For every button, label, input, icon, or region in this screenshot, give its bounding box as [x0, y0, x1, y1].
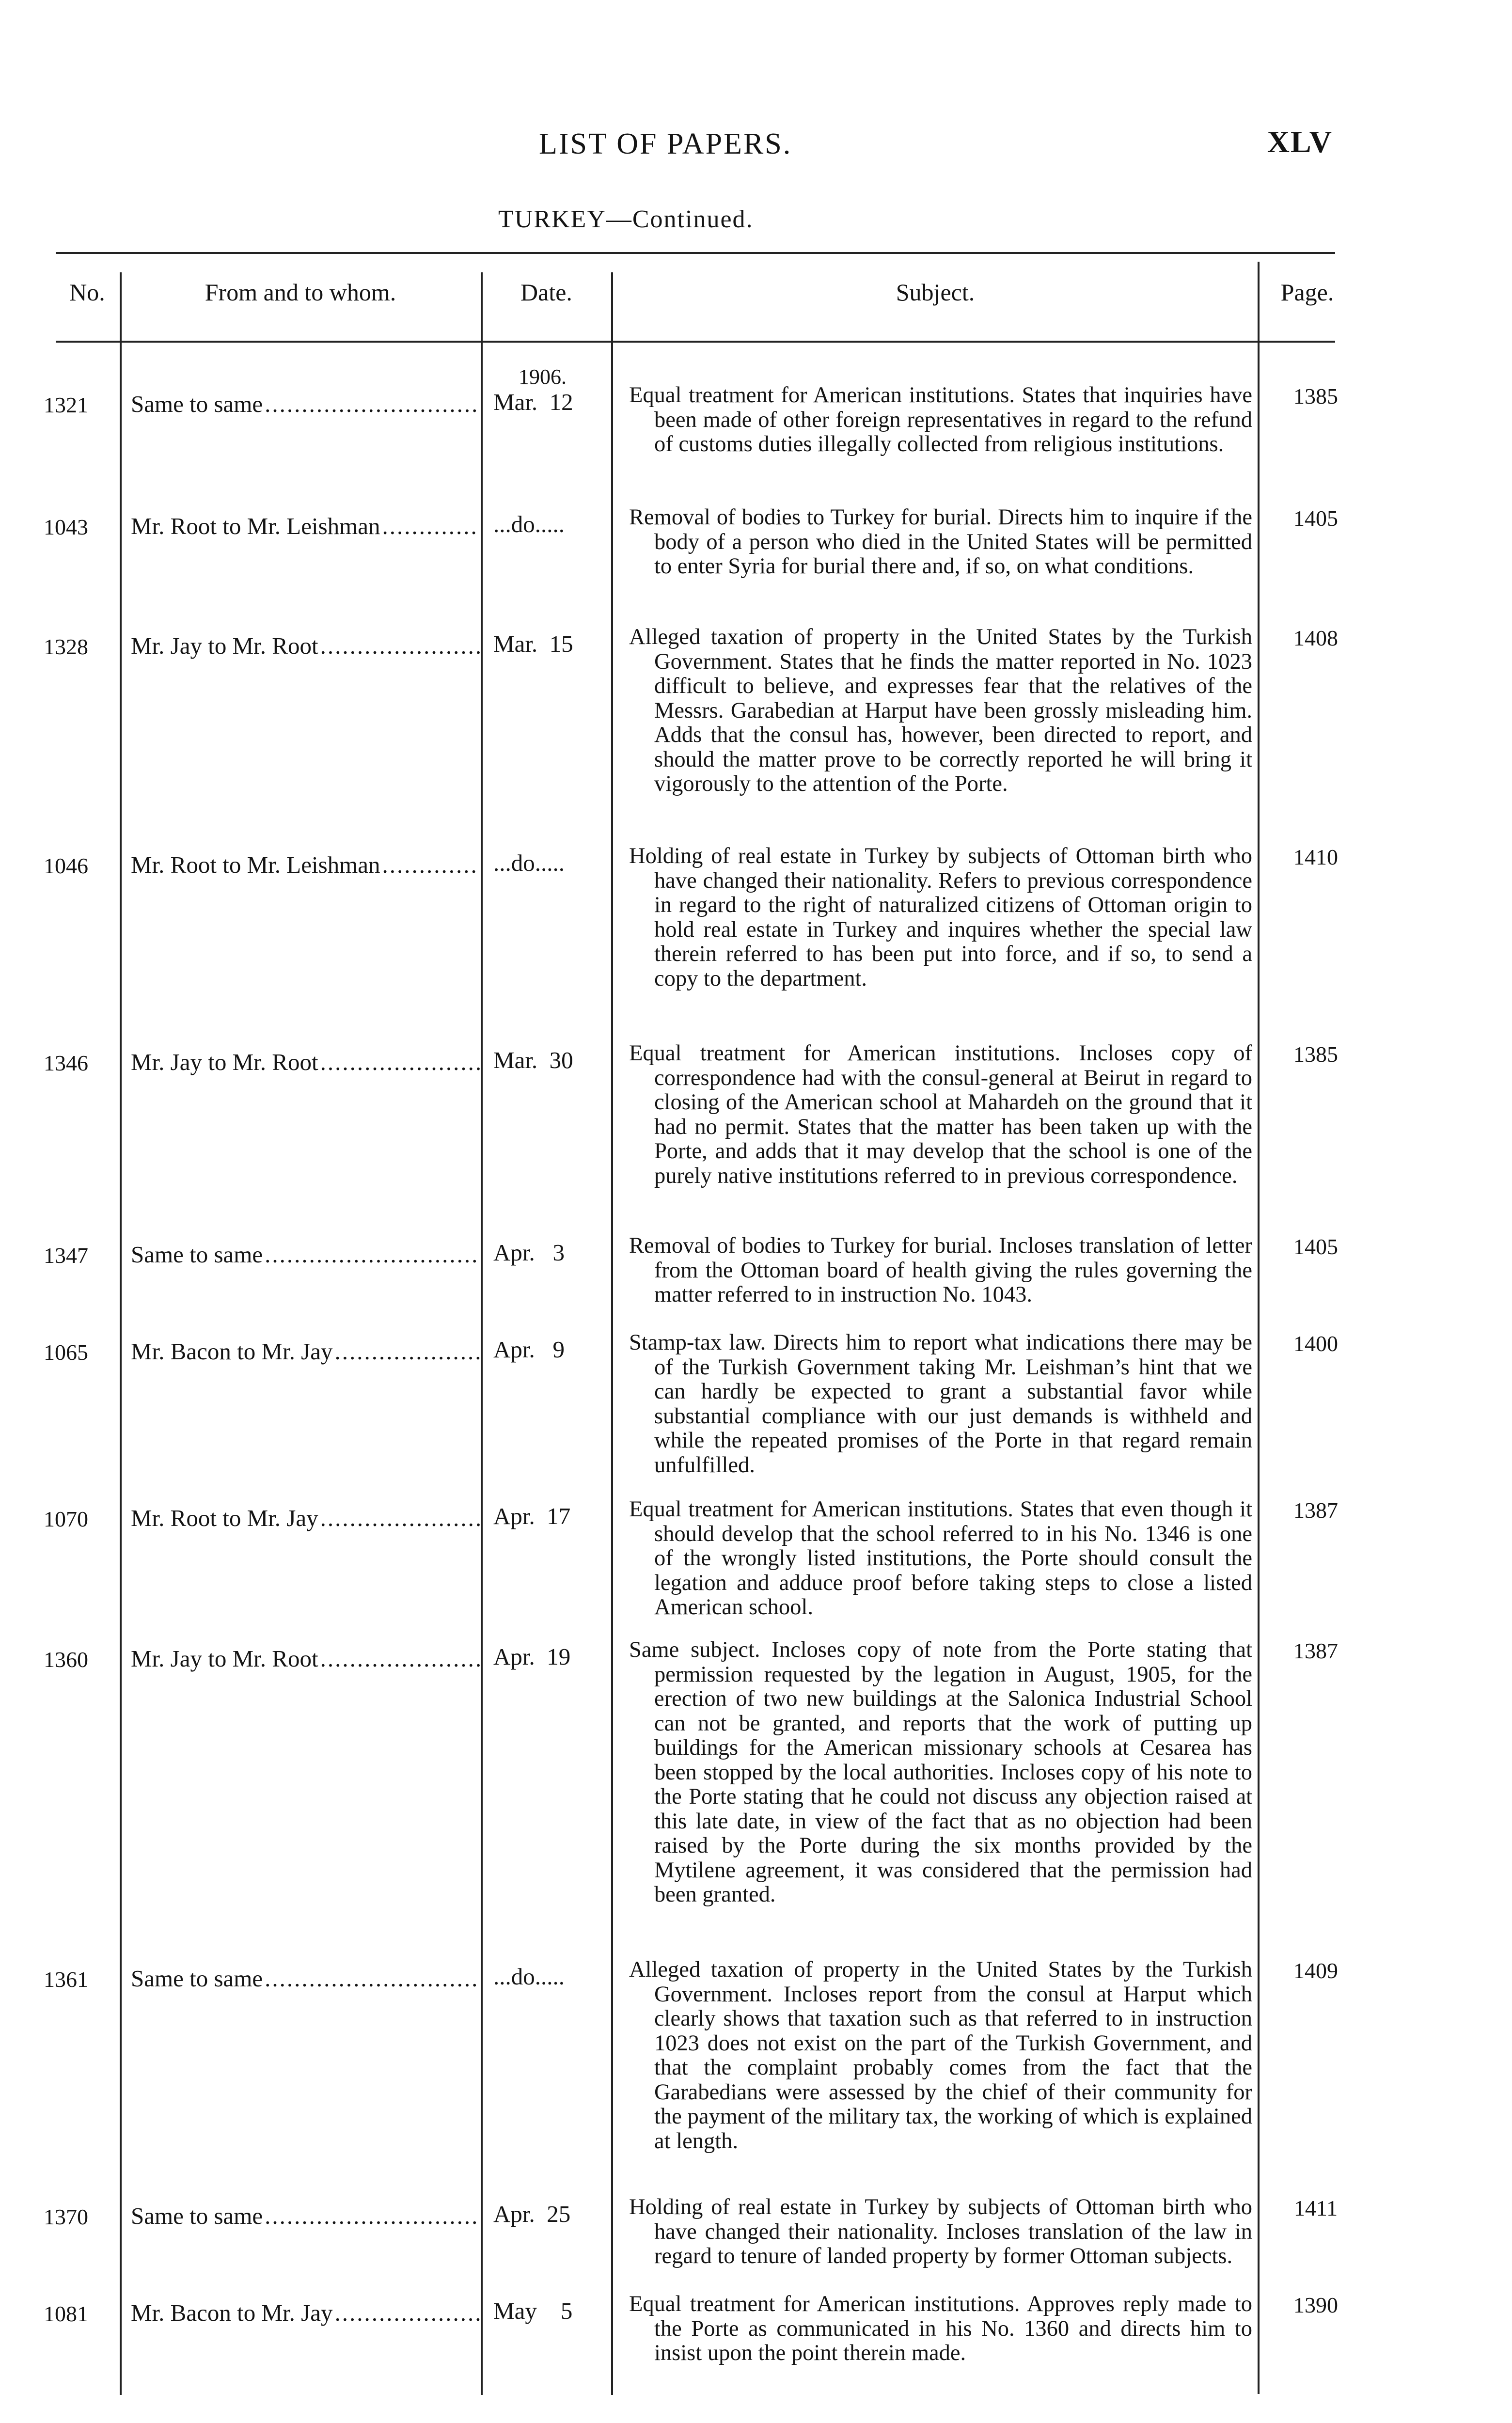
- entry-from-to: Same to same .....: [131, 2202, 480, 2230]
- entry-from-to: Mr. Bacon to Mr. Jay .....: [131, 1337, 480, 1365]
- column-header-no: No.: [69, 279, 105, 306]
- entry-number: 1347: [44, 1243, 88, 1268]
- entry-date: Apr. 17: [493, 1503, 571, 1529]
- entry-date: Mar. 15: [493, 630, 573, 657]
- column-header-page: Page.: [1280, 279, 1334, 306]
- page-number: XLV: [1267, 125, 1333, 159]
- column-divider: [120, 272, 122, 2395]
- entry-number: 1361: [44, 1967, 88, 1992]
- entry-date: ...do.....: [493, 511, 565, 537]
- entry-page: 1400: [1293, 1331, 1338, 1356]
- entry-from-to: Mr. Jay to Mr. Root .....: [131, 632, 480, 660]
- column-divider: [1258, 262, 1260, 2394]
- entry-date: ...do.....: [493, 1963, 565, 1990]
- entry-number: 1065: [44, 1340, 88, 1365]
- entry-page: 1387: [1293, 1498, 1338, 1523]
- year-label: 1906.: [519, 365, 567, 389]
- entry-from-to: Same to same .....: [131, 390, 480, 418]
- entry-number: 1360: [44, 1647, 88, 1672]
- entry-subject: Alleged taxation of property in the United States by the Turkish Government. States that he finds the matter reported in No. 1023 difficult to believe, and expresses fear that the relatives of the Messrs. Garabedian at Harput have been grossly misleading him. Adds that the consul has, however, been directed to report, and should the matter prove to be correctly reported he will bring it vigorously to the attention of the Porte.: [629, 625, 1252, 796]
- entry-subject: Removal of bodies to Turkey for burial. Incloses translation of letter from the Ottoman board of health giving the rules governing the matter referred to in instruction No. 1043.: [629, 1233, 1252, 1307]
- entry-from-to: Mr. Root to Mr. Jay .....: [131, 1504, 480, 1532]
- entry-number: 1321: [44, 393, 88, 417]
- entry-subject: Equal treatment for American institutions. Approves reply made to the Porte as communicated in his No. 1360 and directs him to insist upon the point therein made.: [629, 2292, 1252, 2365]
- entry-subject: Holding of real estate in Turkey by subjects of Ottoman birth who have changed their nationality. Refers to previous correspondence in regard to the right of naturalized citizens of Ottoman origin to hold real estate in Turkey and inquires whether the special law therein referred to has been put into force, and if so, to send a copy to the department.: [629, 844, 1252, 991]
- entry-page: 1411: [1293, 2196, 1338, 2220]
- entry-page: 1409: [1293, 1958, 1338, 1983]
- entry-subject: Equal treatment for American institutions. Incloses copy of correspondence had with the consul-general at Beirut in regard to closing of the American school at Mahardeh on the ground that it had no permit. States that the matter has been taken up with the Porte, and adds that it may develop that the school is one of the purely native institutions referred to in previous correspondence.: [629, 1041, 1252, 1188]
- entry-date: ...do.....: [493, 850, 565, 876]
- entry-from-to: Mr. Root to Mr. Leishman .....: [131, 512, 480, 540]
- entry-page: 1410: [1293, 845, 1338, 869]
- entry-number: 1043: [44, 515, 88, 539]
- column-header-from-to: From and to whom.: [205, 279, 396, 306]
- entry-page: 1385: [1293, 384, 1338, 409]
- entry-from-to: Same to same .....: [131, 1241, 480, 1268]
- entry-page: 1405: [1293, 506, 1338, 531]
- entry-number: 1370: [44, 2204, 88, 2229]
- entry-date: Apr. 3: [493, 1239, 565, 1266]
- entry-page: 1385: [1293, 1042, 1338, 1067]
- entry-subject: Equal treatment for American institutions. States that even though it should develop that the school referred to in his No. 1346 is one of the wrongly listed institutions, the Porte should consult the legation and adduce proof before taking steps to close a listed American school.: [629, 1497, 1252, 1620]
- entry-number: 1328: [44, 634, 88, 659]
- entry-from-to: Mr. Jay to Mr. Root .....: [131, 1645, 480, 1672]
- entry-subject: Same subject. Incloses copy of note from the Porte stating that permission requested by the legation in August, 1905, for the erection of two new buildings at the Salonica Industrial School can not be granted, and reports that the work of putting up buildings for the American missionary schools at Cesarea has been stopped by the local authorities. Incloses copy of his note to the Porte stating that he could not discuss any objection raised at this late date, in view of the fact that as no objection had been raised by the Porte during the six months provided by the Mytilene agreement, it was considered that the permission had been granted.: [629, 1637, 1252, 1907]
- entry-date: Mar. 12: [493, 389, 573, 415]
- entry-date: Apr. 25: [493, 2201, 571, 2227]
- entry-date: May 5: [493, 2297, 573, 2324]
- entry-date: Apr. 9: [493, 1336, 565, 1363]
- entry-from-to: Mr. Bacon to Mr. Jay .....: [131, 2299, 480, 2327]
- column-divider: [611, 272, 613, 2395]
- entry-number: 1070: [44, 1507, 88, 1531]
- entry-subject: Alleged taxation of property in the United States by the Turkish Government. Incloses report from the consul at Harput which clearly shows that taxation such as that referred to in instruction 1023 does not exist on the part of the Turkish Government, and that the complaint probably comes from the fact that the Garabedians were assessed by the chief of their community for the payment of the military tax, the working of which is explained at length.: [629, 1957, 1252, 2154]
- entry-number: 1081: [44, 2301, 88, 2326]
- entry-page: 1408: [1293, 626, 1338, 650]
- entry-subject: Stamp-tax law. Directs him to report what indications there may be of the Turkish Government taking Mr. Leishman’s hint that we can hardly be expected to grant a substantial favor while substantial compliance with our just demands is withheld and while the repeated promises of the Porte in that regard remain unfulfilled.: [629, 1330, 1252, 1478]
- header-bottom-rule: [56, 341, 1335, 343]
- column-divider: [481, 272, 483, 2395]
- entry-number: 1346: [44, 1051, 88, 1075]
- entry-number: 1046: [44, 853, 88, 878]
- entry-page: 1387: [1293, 1638, 1338, 1663]
- section-subhead: TURKEY—Continued.: [498, 205, 754, 233]
- entry-subject: Equal treatment for American institutions. States that inquiries have been made of other foreign representatives in regard to the refund of customs duties illegally collected from religious institutions.: [629, 383, 1252, 456]
- entry-from-to: Mr. Jay to Mr. Root .....: [131, 1048, 480, 1076]
- entry-page: 1390: [1293, 2293, 1338, 2317]
- entry-subject: Removal of bodies to Turkey for burial. Directs him to inquire if the body of a person who died in the United States will be permitted to enter Syria for burial there and, if so, on what conditions.: [629, 505, 1252, 579]
- entry-from-to: Same to same .....: [131, 1965, 480, 1992]
- entry-subject: Holding of real estate in Turkey by subjects of Ottoman birth who have changed their nationality. Incloses translation of the law in regard to tenure of landed property by former Ottoman subjects.: [629, 2195, 1252, 2268]
- entry-date: Apr. 19: [493, 1643, 571, 1670]
- table-top-rule: [56, 252, 1335, 254]
- column-header-subject: Subject.: [896, 279, 975, 306]
- entry-from-to: Mr. Root to Mr. Leishman .....: [131, 851, 480, 879]
- entry-date: Mar. 30: [493, 1047, 573, 1073]
- running-head: LIST OF PAPERS.: [539, 127, 792, 160]
- column-header-date: Date.: [520, 279, 572, 306]
- entry-page: 1405: [1293, 1234, 1338, 1259]
